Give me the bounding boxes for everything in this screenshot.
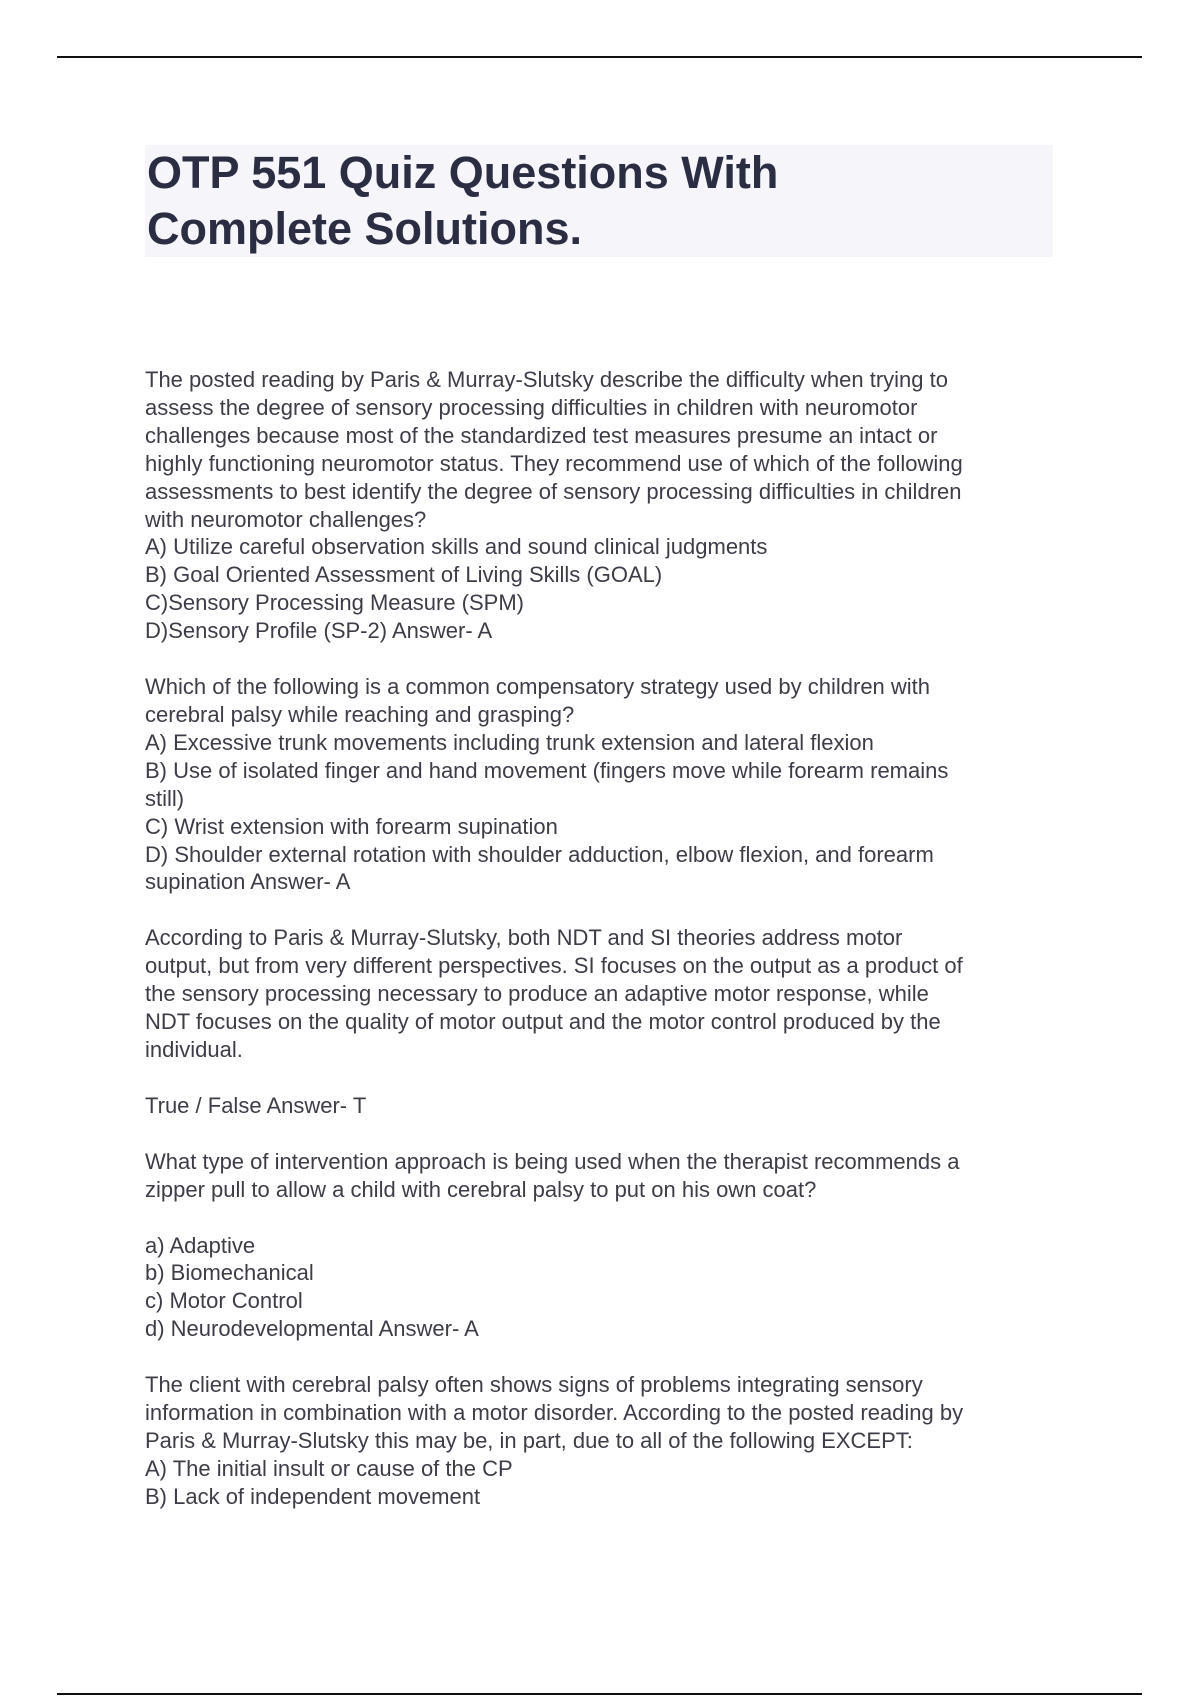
question-block-3 xyxy=(145,924,1075,1064)
text-line: assessments to best identify the degree of sensory processing difficulties in children xyxy=(145,478,962,504)
question-block-1 xyxy=(145,366,1075,645)
answer-option: b) Biomechanical xyxy=(145,1260,314,1286)
answer-option: C)Sensory Processing Measure (SPM) xyxy=(145,590,525,616)
answer-option: D)Sensory Profile (SP-2) Answer- A xyxy=(145,618,493,644)
question-block-4 xyxy=(145,1148,1075,1204)
question-block-2 xyxy=(145,673,1075,896)
answer-option: D) Shoulder external rotation with shoulder adduction, elbow flexion, and forearm xyxy=(145,841,934,867)
text-line: highly functioning neuromotor status. They recommend use of which of the following xyxy=(145,450,963,476)
question-4-options xyxy=(145,1232,1075,1344)
text-line: challenges because most of the standardized test measures presume an intact or xyxy=(145,422,938,448)
paragraph-gap xyxy=(145,1204,1075,1232)
text-line: with neuromotor challenges? xyxy=(145,506,427,532)
document-title xyxy=(145,145,1053,257)
paragraph-gap xyxy=(145,1343,1075,1371)
text-line: assess the degree of sensory processing difficulties in children with neuromotor xyxy=(145,394,918,420)
paragraph-gap xyxy=(145,896,1075,924)
answer-option: A) The initial insult or cause of the CP xyxy=(145,1455,513,1481)
answer-option: B) Use of isolated finger and hand movement (fingers move while forearm remains xyxy=(145,757,949,783)
text-line: Paris & Murray-Slutsky this may be, in part, due to all of the following EXCEPT: xyxy=(145,1428,913,1453)
answer-option: supination Answer- A xyxy=(145,869,351,895)
paragraph-gap xyxy=(145,1120,1075,1148)
title-line-2: Complete Solutions. xyxy=(147,203,583,254)
text-line: zipper pull to allow a child with cerebral palsy to put on his own coat? xyxy=(145,1176,817,1202)
answer-option: still) xyxy=(145,785,185,811)
text-line: True / False Answer- T xyxy=(145,1092,367,1118)
text-line: The client with cerebral palsy often shows signs of problems integrating sensory xyxy=(145,1372,923,1398)
text-line: cerebral palsy while reaching and grasping? xyxy=(145,701,575,727)
header-rule xyxy=(57,56,1142,58)
text-line: Which of the following is a common compensatory strategy used by children with xyxy=(145,674,931,700)
text-line: the sensory processing necessary to produce an adaptive motor response, while xyxy=(145,981,929,1007)
answer-option: C) Wrist extension with forearm supination xyxy=(145,813,558,839)
answer-option: A) Excessive trunk movements including trunk extension and lateral flexion xyxy=(145,729,874,755)
question-block-5 xyxy=(145,1371,1075,1511)
answer-option: B) Lack of independent movement xyxy=(145,1483,481,1509)
text-line: According to Paris & Murray-Slutsky, both NDT and SI theories address motor xyxy=(145,925,903,951)
true-false-answer xyxy=(145,1092,1075,1120)
answer-option: B) Goal Oriented Assessment of Living Skills (GOAL) xyxy=(145,562,663,588)
document-body xyxy=(145,366,1075,1511)
answer-option: c) Motor Control xyxy=(145,1288,303,1314)
answer-option: a) Adaptive xyxy=(145,1232,256,1258)
text-line: information in combination with a motor disorder. According to the posted reading by xyxy=(145,1400,964,1426)
text-line: The posted reading by Paris & Murray-Slutsky describe the difficulty when trying to xyxy=(145,367,948,392)
text-line: What type of intervention approach is being used when the therapist recommends a xyxy=(145,1148,960,1174)
paragraph-gap xyxy=(145,1064,1075,1092)
answer-option: A) Utilize careful observation skills and sound clinical judgments xyxy=(145,534,768,560)
title-line-1: OTP 551 Quiz Questions With xyxy=(147,147,779,198)
answer-option: d) Neurodevelopmental Answer- A xyxy=(145,1316,479,1342)
paragraph-gap xyxy=(145,645,1075,673)
footer-rule xyxy=(57,1693,1142,1695)
text-line: output, but from very different perspectives. SI focuses on the output as a product of xyxy=(145,953,963,979)
text-line: individual. xyxy=(145,1036,243,1062)
text-line: NDT focuses on the quality of motor output and the motor control produced by the xyxy=(145,1009,941,1035)
